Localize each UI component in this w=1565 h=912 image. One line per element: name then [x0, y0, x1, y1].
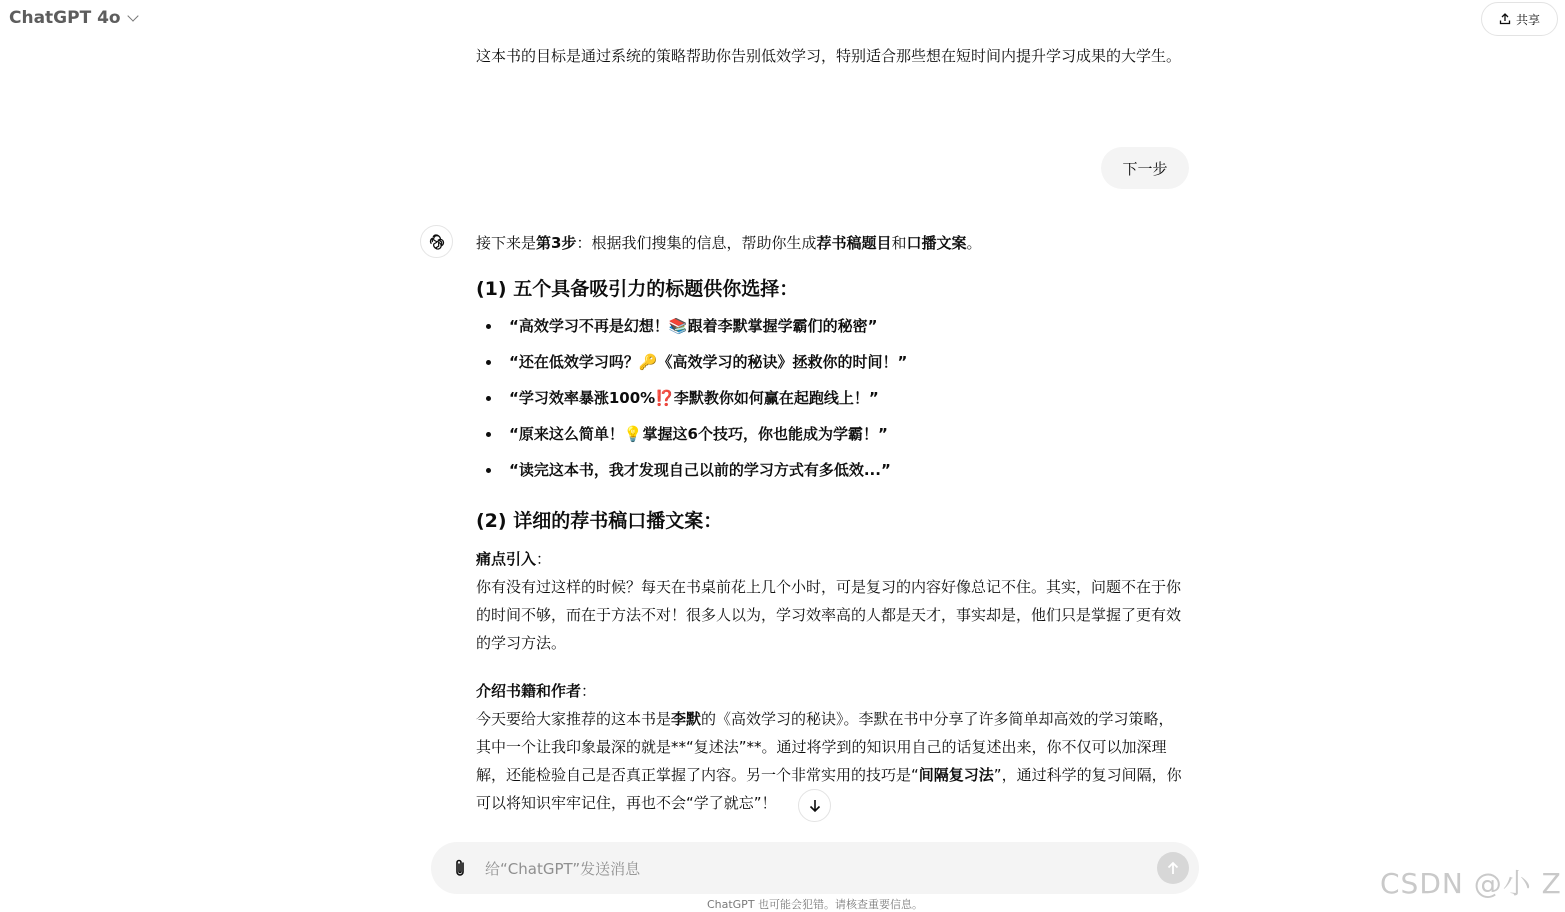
reply-intro-bold2: 口播文案 — [906, 234, 967, 252]
attach-button[interactable] — [449, 856, 471, 880]
spaced-review-tip: 间隔复习法 — [918, 766, 994, 784]
title-text: “原来这么简单！ — [509, 425, 624, 443]
share-label: 共享 — [1515, 12, 1540, 27]
pain-point-paragraph: 你有没有过这样的时候？每天在书桌前花上几个小时，可是复习的内容好像总记不住。其实，问题不在于你的时间不够，而在于方法不对！很多人以为，学习效率高的人都是天才，事实却是，他们只是掌握了更有效的学习方法。 — [476, 578, 1182, 652]
previous-assistant-text: 这本书的目标是通过系统的策略帮助你告别低效学习，特别适合那些想在短时间内提升学习成果的大学生。 — [476, 47, 1182, 65]
message-composer — [431, 842, 1199, 894]
paperclip-icon — [452, 858, 468, 878]
title-text: “还在低效学习吗？ — [509, 353, 639, 371]
assistant-reply-intro — [476, 229, 1188, 257]
list-item — [476, 456, 1188, 492]
reply-intro-bold1: 荐书稿题目 — [816, 234, 892, 252]
message-input[interactable] — [483, 854, 1147, 884]
author-name: 李默 — [671, 710, 702, 728]
csdn-watermark: CSDN @小 Z — [1380, 867, 1562, 900]
title-text: 《高效学习的秘诀》拯救你的时间！” — [657, 353, 908, 371]
reply-intro-prefix: 接下来是 — [476, 234, 537, 252]
assistant-avatar — [420, 225, 453, 258]
reply-intro-end: 。 — [966, 234, 982, 252]
reply-intro-middle: ：根据我们搜集的信息，帮助你生成 — [576, 234, 817, 252]
model-selector[interactable] — [9, 8, 137, 28]
pain-point-colon: ： — [536, 550, 552, 568]
pain-point-label: 痛点引入 — [476, 550, 537, 568]
scroll-to-bottom-button[interactable] — [798, 789, 831, 822]
book-intro-paragraph — [476, 705, 1188, 817]
user-message-text: 下一步 — [1122, 159, 1168, 178]
title-text: “学习效率暴涨100% — [509, 389, 656, 407]
book-intro-text: 今天要给大家推荐的这本书是 — [476, 710, 672, 728]
title-text: 掌握这6个技巧，你也能成为学霸！” — [642, 425, 888, 443]
list-item — [476, 348, 1188, 384]
book-intro-text: ”，通过科学的复习间隔，你可以将知识牢牢记住，再也不会“学了就忘”！ — [476, 766, 1182, 812]
section-heading-titles: (1) 五个具备吸引力的标题供你选择： — [476, 278, 799, 300]
title-text: 跟着李默掌握学霸们的秘密” — [687, 317, 878, 335]
user-message-bubble — [1101, 147, 1189, 189]
share-icon — [1499, 13, 1511, 25]
reply-intro-step: 第3步 — [536, 234, 577, 252]
book-intro-heading — [476, 677, 1188, 705]
share-button[interactable] — [1481, 2, 1558, 36]
list-item — [476, 420, 1188, 456]
section-heading-script: (2) 详细的荐书稿口播文案： — [476, 510, 723, 532]
model-name: ChatGPT 4o — [9, 8, 121, 28]
reply-intro-and: 和 — [891, 234, 907, 252]
book-intro-text: 的《高效学习的秘诀》。李默在书中分享了许多简单却高效的学习策略，其中一个让我印象最深的就是**“复述法”**。通过将学到的知识用自己的话复述出来，你不仅可以加深理解，还能检验自己是否真正掌握了内容。另一个非常实用的技巧是“ — [476, 710, 1174, 784]
openai-logo-icon — [428, 233, 446, 251]
disclaimer-text: ChatGPT 也可能会犯错。请核查重要信息。 — [706, 898, 924, 911]
exclamation-question-emoji-icon: ⁉️ — [655, 389, 674, 407]
arrow-down-icon — [807, 798, 823, 814]
book-intro-label: 介绍书籍和作者 — [476, 682, 582, 700]
title-text: 李默教你如何赢在起跑线上！” — [673, 389, 879, 407]
arrow-up-icon — [1165, 860, 1181, 876]
title-options-list — [476, 312, 1188, 492]
key-emoji-icon: 🔑 — [638, 353, 658, 371]
book-intro-colon: ： — [581, 682, 597, 700]
lightbulb-emoji-icon: 💡 — [623, 425, 643, 443]
top-bar — [0, 0, 1565, 40]
title-text: “读完这本书，我才发现自己以前的学习方式有多低效...” — [509, 461, 891, 479]
send-button[interactable] — [1157, 852, 1189, 884]
pain-point-heading — [476, 545, 1188, 573]
list-item — [476, 312, 1188, 348]
chevron-down-icon — [127, 10, 138, 21]
title-text: “高效学习不再是幻想！ — [509, 317, 669, 335]
list-item — [476, 384, 1188, 420]
books-emoji-icon: 📚 — [668, 317, 688, 335]
